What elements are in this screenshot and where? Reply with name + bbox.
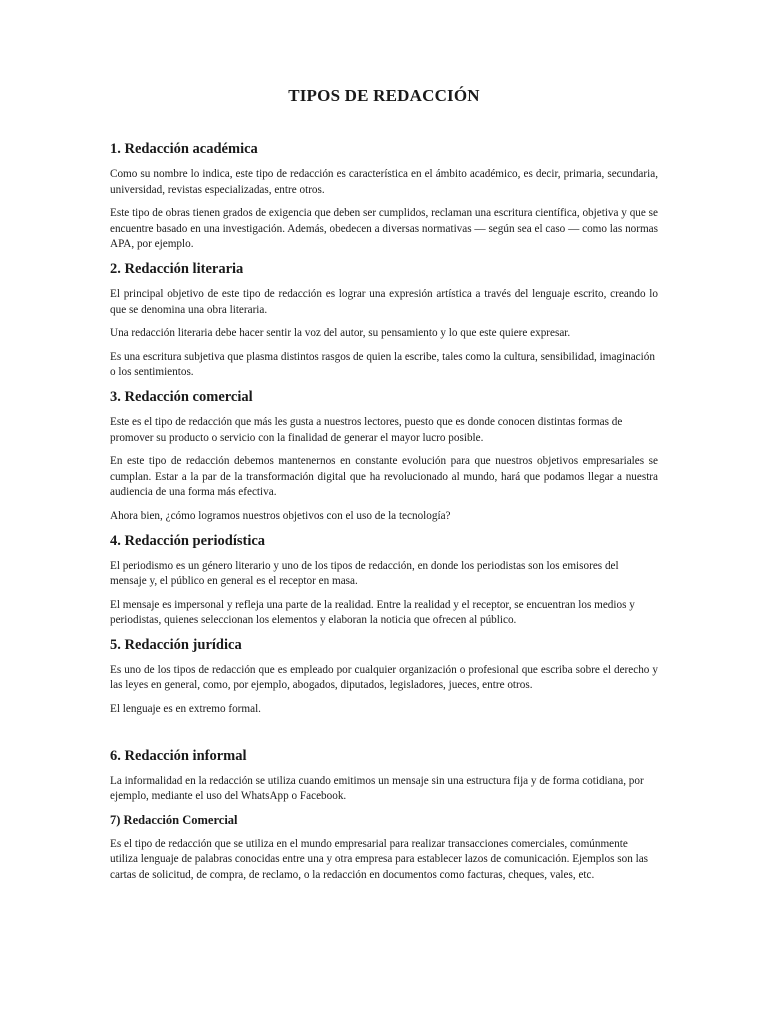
- paragraph: El periodismo es un género literario y uno de los tipos de redacción, en donde los periodistas son los emisores del mensaje y, el público en general es el receptor en masa.: [110, 559, 619, 588]
- section-periodistica: [110, 533, 658, 629]
- section-heading: 5. Redacción jurídica: [110, 636, 242, 653]
- paragraph: Como su nombre lo indica, este tipo de redacción es característica en el ámbito académico, es decir, primaria, secundaria, universidad, revistas especializadas, entre otros.: [110, 168, 658, 196]
- paragraph: Este tipo de obras tienen grados de exigencia que deben ser cumplidos, reclaman una escritura científica, objetiva y que se encuentre basado en una investigación. Además, obedecen a diversas normativas — según sea el caso — como las normas APA, por ejemplo.: [110, 207, 658, 251]
- paragraph: El mensaje es impersonal y refleja una parte de la realidad. Entre la realidad y el receptor, se encuentran los medios y periodistas, quienes seleccionan los elementos y elaboran la noticia que ofrecen al público.: [110, 598, 635, 627]
- section-heading: 6. Redacción informal: [110, 747, 247, 764]
- paragraph: En este tipo de redacción debemos mantenernos en constante evolución para que nuestros objetivos empresariales se cumplan. Estar a la par de la transformación digital que ha revolucionado al mundo, hará que podamos llegar a nuestra audiencia de una forma más efectiva.: [110, 455, 658, 499]
- paragraph: El lenguaje es en extremo formal.: [110, 703, 261, 716]
- section-heading: 2. Redacción literaria: [110, 260, 244, 277]
- paragraph: Ahora bien, ¿cómo logramos nuestros objetivos con el uso de la tecnología?: [110, 509, 451, 522]
- section-juridica: [110, 637, 658, 718]
- blank-line: [110, 726, 658, 748]
- section-heading: 1. Redacción académica: [110, 141, 258, 157]
- section-heading: 7) Redacción Comercial: [110, 812, 238, 827]
- paragraph: La informalidad en la redacción se utiliza cuando emitimos un mensaje sin una estructura fija y de forma cotidiana, por ejemplo, mediante el uso del WhatsApp o Facebook.: [110, 774, 644, 803]
- paragraph: Una redacción literaria debe hacer sentir la voz del autor, su pensamiento y lo que este quiere expresar.: [110, 327, 571, 340]
- section-heading: 3. Redacción comercial: [110, 388, 253, 405]
- paragraph: Es el tipo de redacción que se utiliza en el mundo empresarial para realizar transacciones comerciales, comúnmente utiliza lenguaje de palabras conocidas entre una y otra empresa para establecer lazos de comunicación. Ejemplos son las cartas de solicitud, de compra, de reclamo, o la redacción en documentos como facturas, cheques, vales, etc.: [110, 837, 649, 882]
- paragraph: Es una escritura subjetiva que plasma distintos rasgos de quien la escribe, tales como la cultura, sensibilidad, imaginación o los sentimientos.: [110, 350, 655, 379]
- section-comercial: [110, 389, 658, 525]
- paragraph: Este es el tipo de redacción que más les gusta a nuestros lectores, puesto que es donde conocen distintas formas de promover su producto o servicio con la finalidad de generar el mayor lucro posible.: [110, 415, 623, 444]
- section-informal: [110, 748, 658, 805]
- paragraph: Es uno de los tipos de redacción que es empleado por cualquier organización o profesional que escriba sobre el derecho y las leyes en general, como, por ejemplo, abogados, diputados, legisladores, jueces, entre otros.: [110, 663, 658, 692]
- section-academica: [110, 141, 658, 253]
- section-literaria: [110, 261, 658, 381]
- paragraph: El principal objetivo de este tipo de redacción es lograr una expresión artística a través del lenguaje escrito, creando lo que se denomina una obra literaria.: [110, 287, 658, 316]
- section-comercial-2: [110, 813, 658, 884]
- document-title: TIPOS DE REDACCIÓN: [288, 86, 480, 105]
- document-body: [110, 141, 658, 892]
- section-heading: 4. Redacción periodística: [110, 532, 266, 549]
